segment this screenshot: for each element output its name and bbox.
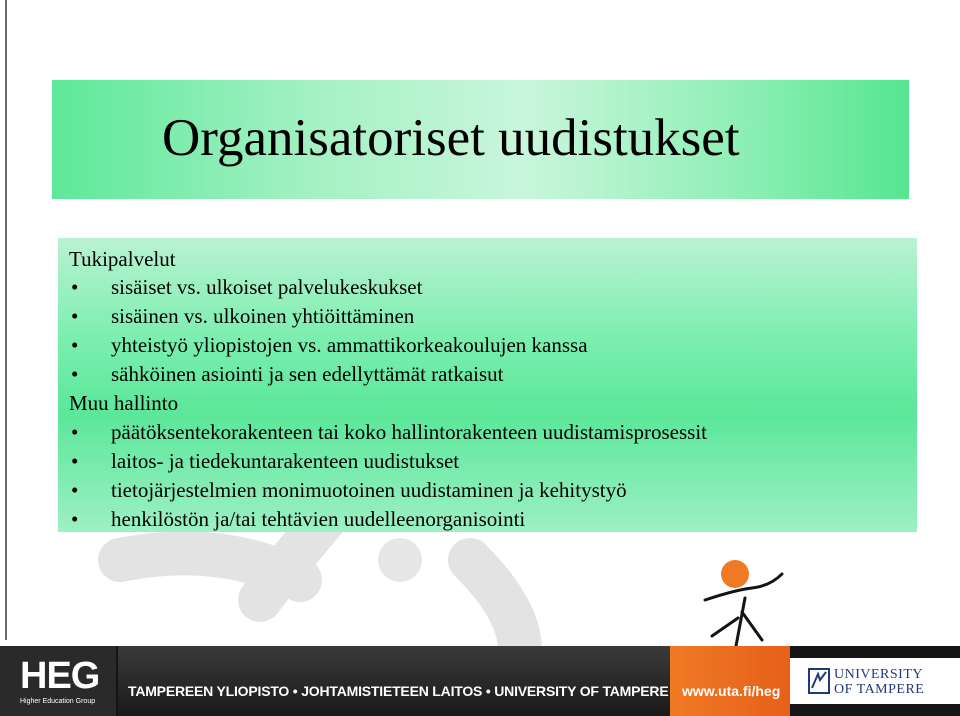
- bullet-icon: •: [71, 362, 79, 386]
- website-link[interactable]: www.uta.fi/heg: [682, 683, 781, 699]
- heg-logo-text: HEG: [20, 655, 100, 697]
- university-emblem-icon: [808, 668, 830, 694]
- list-item-text: sähköinen asiointi ja sen edellyttämät ratkaisut: [111, 362, 504, 386]
- list-item-text: henkilöstön ja/tai tehtävien uudelleenorganisointi: [111, 507, 526, 531]
- url-band: [670, 646, 790, 716]
- bullet-icon: •: [71, 478, 79, 502]
- bullet-icon: •: [71, 449, 79, 473]
- institutions-text: TAMPEREEN YLIOPISTO • JOHTAMISTIETEEN LAITOS • UNIVERSITY OF TAMPERE: [128, 683, 669, 699]
- heg-logo: [0, 646, 116, 716]
- slide-title: Organisatoriset uudistukset: [162, 109, 740, 167]
- bullet-icon: •: [71, 304, 79, 328]
- university-name-line2: OF TAMPERE: [834, 682, 925, 697]
- section-heading-support: Tukipalvelut: [69, 247, 176, 271]
- section-heading-administration: Muu hallinto: [69, 391, 179, 415]
- list-item-text: sisäiset vs. ulkoiset palvelukeskukset: [111, 275, 423, 299]
- list-item-text: yhteistyö yliopistojen vs. ammattikorkeakoulujen kanssa: [111, 333, 588, 357]
- university-name-line1: UNIVERSITY: [834, 667, 923, 682]
- institutions-band: [118, 646, 670, 716]
- list-item-text: sisäinen vs. ulkoinen yhtiöittäminen: [111, 304, 415, 328]
- bullet-icon: •: [71, 507, 79, 531]
- list-item-text: päätöksentekorakenteen tai koko hallintorakenteen uudistamisprosessit: [111, 420, 707, 444]
- heg-subtitle: Higher Education Group: [20, 698, 96, 705]
- bullet-icon: •: [71, 420, 79, 444]
- list-item-text: laitos- ja tiedekuntarakenteen uudistukset: [111, 449, 460, 473]
- list-item-text: tietojärjestelmien monimuotoinen uudistaminen ja kehitystyö: [111, 478, 627, 502]
- bullet-icon: •: [71, 333, 79, 357]
- bullet-icon: •: [71, 275, 79, 299]
- footer-bar: [0, 646, 960, 716]
